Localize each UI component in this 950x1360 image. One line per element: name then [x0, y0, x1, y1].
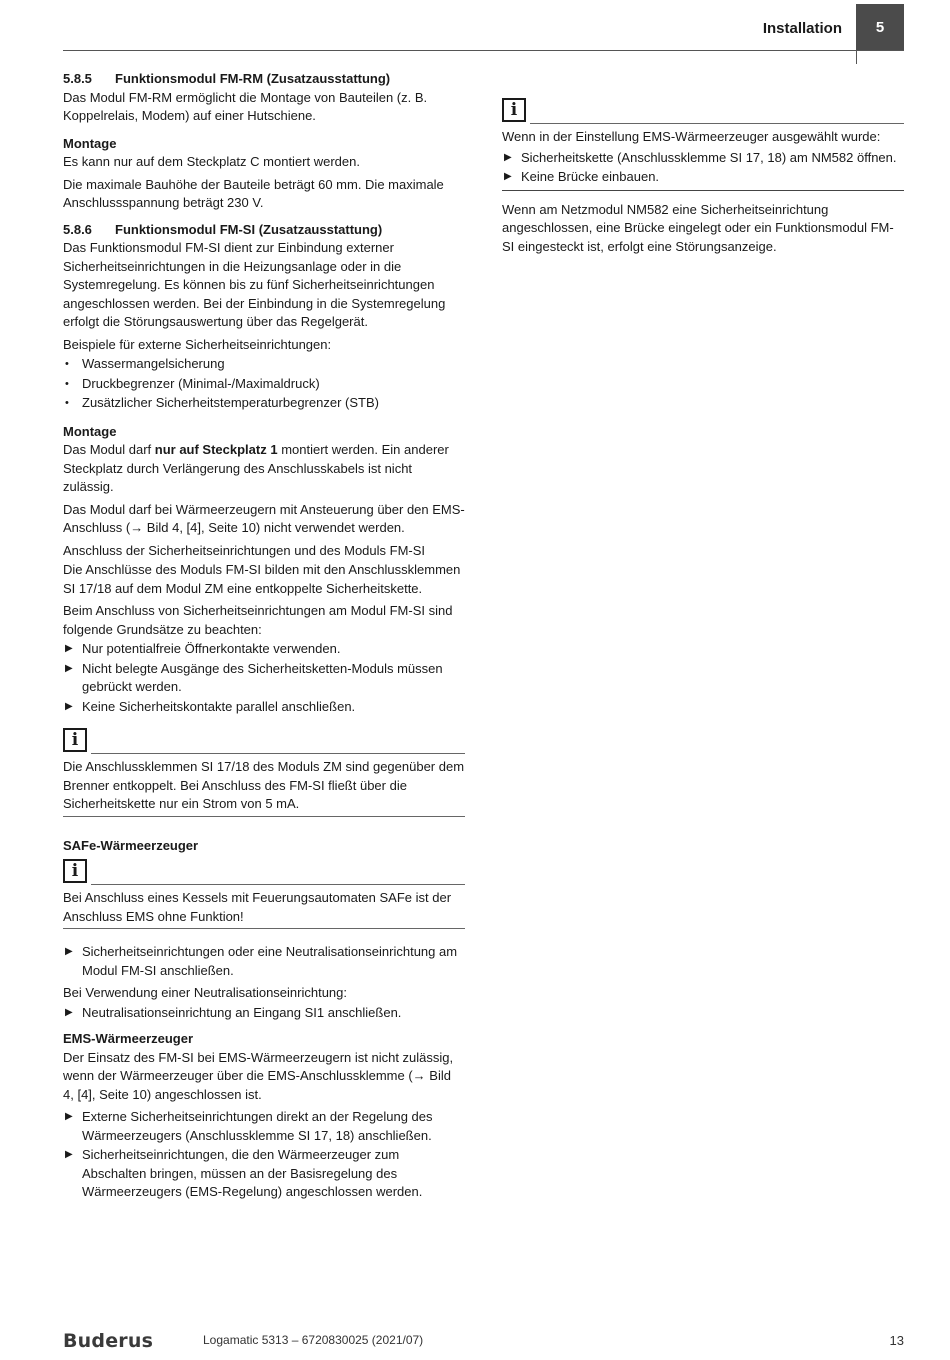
subheading-ems: EMS-Wärmeerzeuger	[63, 1031, 194, 1046]
info-note	[63, 887, 465, 929]
info-text: Wenn in der Einstellung EMS-Wärmeerzeuger ausgewählt wurde:	[502, 129, 881, 144]
paragraph: Das Modul FM-RM ermöglicht die Montage von Bauteilen (z. B. Koppelrelais, Modem) auf einer Hutschiene.	[63, 89, 428, 123]
subheading-montage: Montage	[63, 423, 117, 439]
paragraph: Beim Anschluss von Sicherheitseinrichtungen am Modul FM-SI sind folgende Grundsätze zu beachten:	[63, 603, 453, 637]
list-item: ▶ Keine Brücke einbauen.	[502, 168, 904, 187]
info-note	[502, 126, 904, 191]
running-header-title: Installation	[762, 20, 842, 37]
buderus-logo: Buderus	[63, 1330, 154, 1352]
instruction-list	[63, 1004, 465, 1023]
info-note-header	[63, 728, 465, 756]
info-rule	[91, 753, 465, 754]
page-number: 13	[889, 1333, 904, 1348]
paragraph: Der Einsatz des FM-SI bei EMS-Wärmeerzeugern ist nicht zulässig, wenn der Wärmeerzeuger über die EMS-Anschlussklemme (→ Bild 4, [4], Seite 10) angeschlossen ist.	[63, 1049, 454, 1102]
list-item: ▶ Sicherheitseinrichtungen, die den Wärmeerzeuger zum Abschalten bringen, müssen an der Basisregelung des Wärmeerzeugers (EMS-Regelung) angeschlossen werden.	[63, 1146, 465, 1202]
subheading-montage: Montage	[63, 135, 117, 151]
list-item: ▶ Keine Sicherheitskontakte parallel anschließen.	[63, 698, 465, 717]
list-item: • Zusätzlicher Sicherheitstemperaturbegrenzer (STB)	[63, 394, 465, 413]
info-rule	[530, 123, 904, 124]
info-icon: i	[502, 98, 526, 122]
examples-list	[63, 355, 465, 413]
info-note-header	[63, 859, 465, 887]
section-heading-586: 5.8.6 Funktionsmodul FM-SI (Zusatzausstattung)	[63, 221, 383, 237]
info-note	[63, 756, 465, 817]
paragraph: Die maximale Bauhöhe der Bauteile beträgt 60 mm. Die maximale Anschlussspannung beträgt 230 V.	[63, 176, 444, 210]
info-icon: i	[63, 859, 87, 883]
info-note-header	[502, 98, 904, 126]
paragraph: Das Modul darf bei Wärmeerzeugern mit Ansteuerung über den EMS-Anschluss (→ Bild 4, [4], Seite 10) nicht verwendet werden.	[63, 501, 465, 535]
paragraph: Das Modul darf nur auf Steckplatz 1 montiert werden. Ein anderer Steckplatz durch Verlängerung des Anschlusskabels ist nicht zulässig.	[63, 442, 449, 494]
list-item: ▶ Neutralisationseinrichtung an Eingang SI1 anschließen.	[63, 1004, 465, 1023]
header-rule	[63, 50, 904, 51]
paragraph: Es kann nur auf dem Steckplatz C montiert werden.	[63, 154, 360, 169]
list-item: ▶ Sicherheitseinrichtungen oder eine Neutralisationseinrichtung am Modul FM-SI anschließen.	[63, 943, 465, 980]
paragraph: Wenn am Netzmodul NM582 eine Sicherheitseinrichtung angeschlossen, eine Brücke eingelegt oder ein Funktionsmodul FM-SI eingesteckt ist, erfolgt eine Störungsanzeige.	[502, 201, 894, 254]
paragraph: Die Anschlüsse des Moduls FM-SI bilden mit den Anschlussklemmen SI 17/18 auf dem Modul ZM eine entkoppelte Sicherheitskette.	[63, 562, 461, 596]
list-item: • Wassermangelsicherung	[63, 355, 465, 374]
info-text: Bei Anschluss eines Kessels mit Feuerungsautomaten SAFe ist der Anschluss EMS ohne Funktion!	[63, 890, 452, 924]
list-item: ▶ Externe Sicherheitseinrichtungen direkt an der Regelung des Wärmeerzeugers (Anschlussklemme SI 17, 18) anschließen.	[63, 1108, 465, 1145]
right-column	[502, 98, 904, 260]
instruction-list	[63, 1108, 465, 1202]
paragraph: Bei Verwendung einer Neutralisationseinrichtung:	[63, 985, 348, 1000]
instruction-list	[63, 943, 465, 980]
info-rule	[91, 884, 465, 885]
chapter-number-tab: 5	[856, 4, 904, 50]
document-id: Logamatic 5313 – 6720830025 (2021/07)	[203, 1333, 424, 1347]
paragraph-title: Anschluss der Sicherheitseinrichtungen und des Moduls FM-SI	[63, 542, 426, 558]
paragraph: Das Funktionsmodul FM-SI dient zur Einbindung externer Sicherheitseinrichtungen in die Heizungsanlage oder in die Systemregelung. Es können bis zu fünf Sicherheitseinrichtungen angeschlossen werden. Bei der Einbindung in die Systemregelung erfolgt die Störungsauswertung über das Regelgerät.	[63, 240, 446, 329]
header-rule-tick	[856, 50, 857, 64]
instruction-list	[63, 640, 465, 716]
left-column	[63, 70, 465, 1206]
paragraph: Beispiele für externe Sicherheitseinrichtungen:	[63, 336, 332, 352]
list-item: ▶ Sicherheitskette (Anschlussklemme SI 17, 18) am NM582 öffnen.	[502, 149, 904, 168]
page-footer	[63, 1330, 904, 1350]
info-icon: i	[63, 728, 87, 752]
list-item: ▶ Nicht belegte Ausgänge des Sicherheitsketten-Moduls müssen gebrückt werden.	[63, 660, 465, 697]
list-item: ▶ Nur potentialfreie Öffnerkontakte verwenden.	[63, 640, 465, 659]
section-heading-585: 5.8.5 Funktionsmodul FM-RM (Zusatzausstattung)	[63, 71, 391, 86]
instruction-list	[502, 149, 904, 187]
subheading-safe: SAFe-Wärmeerzeuger	[63, 837, 199, 853]
info-text: Die Anschlussklemmen SI 17/18 des Moduls ZM sind gegenüber dem Brenner entkoppelt. Bei Anschluss des FM-SI fließt über die Sicherheitskette nur ein Strom von 5 mA.	[63, 759, 465, 811]
list-item: • Druckbegrenzer (Minimal-/Maximaldruck)	[63, 375, 465, 394]
